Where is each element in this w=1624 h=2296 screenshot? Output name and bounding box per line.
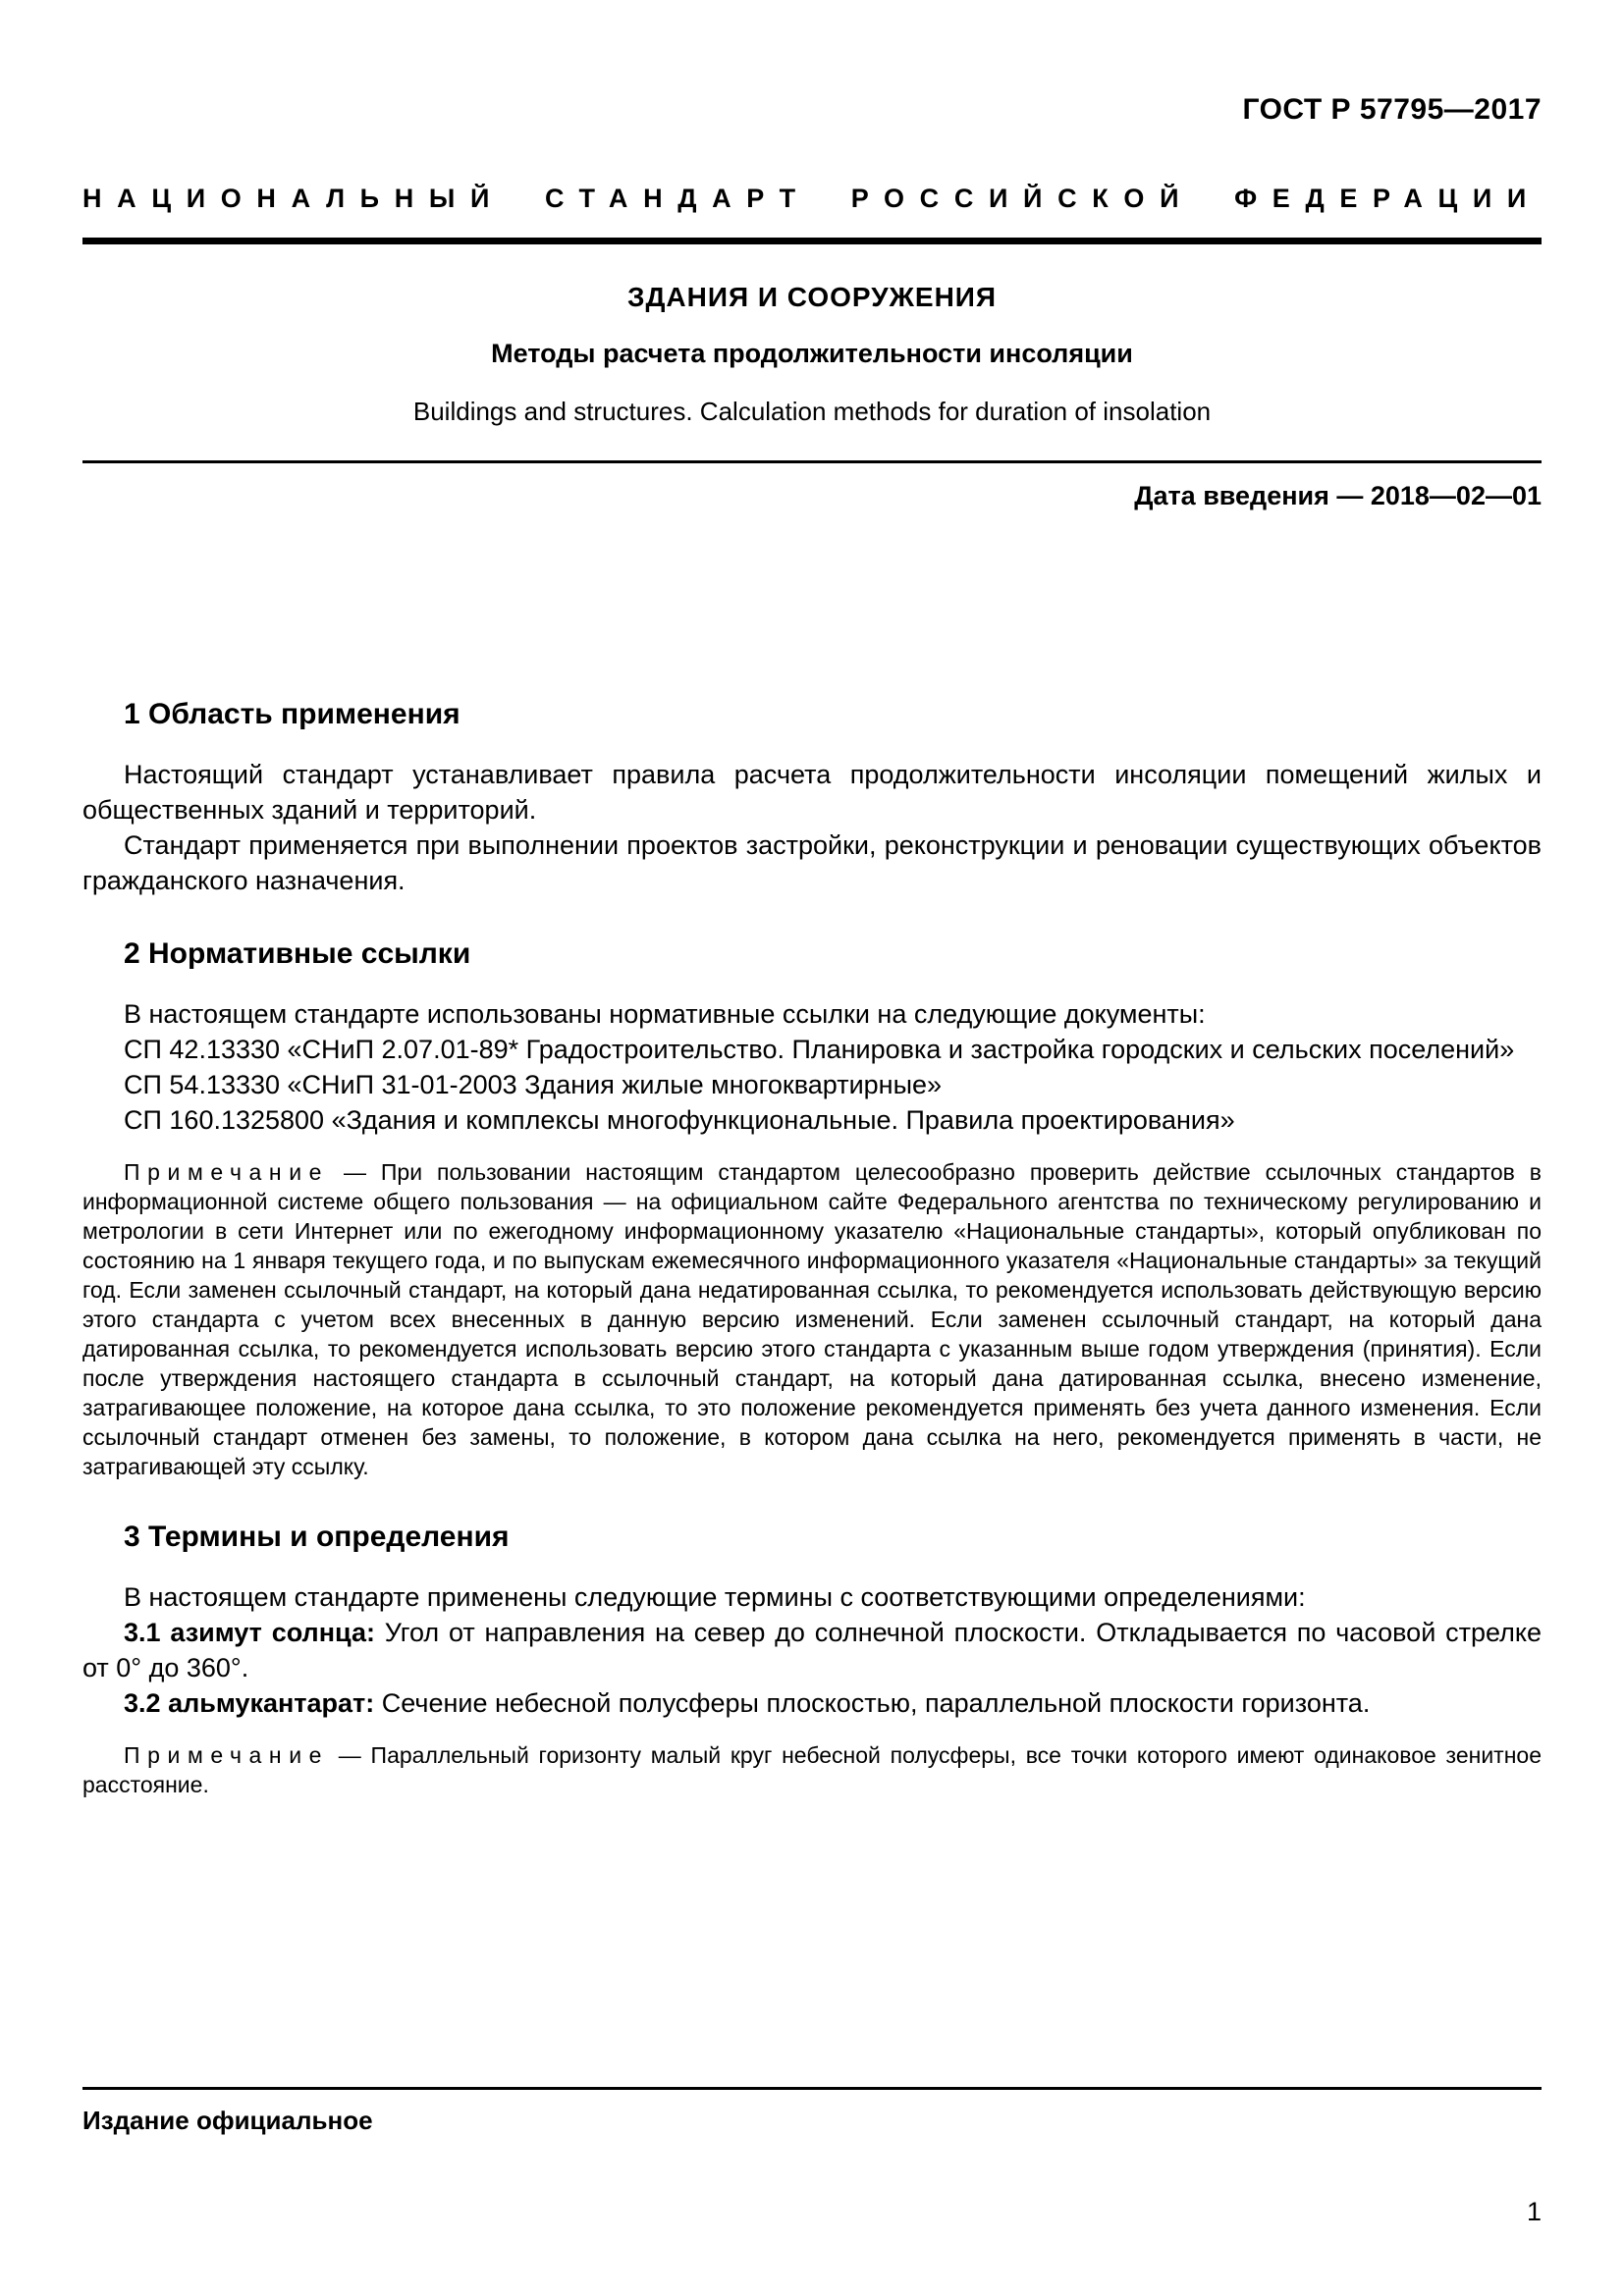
section-2-paragraph: В настоящем стандарте использованы нормативные ссылки на следующие документы: bbox=[124, 999, 1206, 1029]
term-number: 3.2 bbox=[124, 1688, 161, 1718]
official-edition-label: Издание официальное bbox=[82, 2106, 373, 2135]
footer-rule-thin bbox=[82, 2087, 1542, 2090]
section-1-heading: 1 Область применения bbox=[124, 698, 460, 730]
page-number: 1 bbox=[1526, 2197, 1542, 2226]
title-rule-thin bbox=[82, 460, 1542, 463]
term-definition bbox=[82, 1615, 1542, 1685]
section-1-paragraph: Настоящий стандарт устанавливает правила расчета продолжительности инсоляции помещений жилых и общественных зданий и территорий. bbox=[82, 760, 1542, 825]
section-3-heading: 3 Термины и определения bbox=[124, 1521, 510, 1553]
section-3-note bbox=[82, 1740, 1542, 1799]
section-3-paragraph: В настоящем стандарте применены следующие термины с соответствующими определениями: bbox=[124, 1582, 1306, 1612]
note-text: — При пользовании настоящим стандартом целесообразно проверить действие ссылочных стандартов в информационной системе общего пользования — на официальном сайте Федерального агентства по техническому регулированию и метрологии в сети Интернет или по ежегодному информационному указателю «Национальные стандарты», который опубликован по состоянию на 1 января текущего года, и по выпускам ежемесячного информационного указателя «Национальные стандарты» за текущий год. Если заменен ссылочный стандарт, на который дана недатированная ссылка, то рекомендуется использовать действующую версию этого стандарта с учетом всех внесенных в данную версию изменений. Если заменен ссылочный стандарт, на который дана датированная ссылка, то рекомендуется использовать версию этого стандарта с указанным выше годом утверждения (принятия). Если после утверждения настоящего стандарта в ссылочный стандарт, на который дана датированная ссылка, внесено изменение, затрагивающее положение, на которое дана ссылка, то это положение рекомендуется применять без учета данного изменения. Если ссылочный стандарт отменен без замены, то положение, в котором дана ссылка на него, рекомендуется применять в части, не затрагивающей эту ссылку. bbox=[82, 1159, 1542, 1479]
note-text: — Параллельный горизонту малый круг небесной полусферы, все точки которого имеют одинаковое зенитное расстояние. bbox=[82, 1742, 1543, 1797]
term-name: альмукантарат: bbox=[168, 1688, 375, 1718]
title-main: ЗДАНИЯ И СООРУЖЕНИЯ bbox=[626, 282, 998, 312]
title-english: Buildings and structures. Calculation methods for duration of insolation bbox=[412, 397, 1212, 426]
reference-item: СП 54.13330 «СНиП 31-01-2003 Здания жилые многоквартирные» bbox=[124, 1070, 943, 1099]
term-number: 3.1 bbox=[124, 1618, 161, 1647]
national-standard-banner: НАЦИОНАЛЬНЫЙ СТАНДАРТ РОССИЙСКОЙ ФЕДЕРАЦИИ bbox=[82, 184, 1542, 213]
note-label: Примечание bbox=[124, 1742, 330, 1768]
term-name: азимут солнца: bbox=[170, 1618, 375, 1647]
page-footer bbox=[82, 2087, 1542, 2227]
reference-item: СП 160.1325800 «Здания и комплексы многофункциональные. Правила проектирования» bbox=[124, 1105, 1235, 1135]
term-text: Сечение небесной полусферы плоскостью, параллельной плоскости горизонта. bbox=[381, 1688, 1371, 1718]
reference-item: СП 42.13330 «СНиП 2.07.01-89* Градостроительство. Планировка и застройка городских и сельских поселений» bbox=[124, 1035, 1515, 1064]
term-text: Угол от направления на север до солнечной плоскости. Откладывается по часовой стрелке от 0° до 360°. bbox=[82, 1618, 1542, 1682]
document-code: ГОСТ Р 57795—2017 bbox=[1242, 93, 1542, 126]
section-2-heading: 2 Нормативные ссылки bbox=[124, 937, 471, 970]
section-2-note bbox=[82, 1157, 1542, 1481]
header-rule-thick bbox=[82, 238, 1542, 244]
note-label: Примечание bbox=[124, 1159, 330, 1185]
spacer bbox=[82, 511, 1542, 659]
term-definition bbox=[82, 1685, 1542, 1721]
introduction-date: Дата введения — 2018—02—01 bbox=[1134, 481, 1542, 510]
section-1-paragraph: Стандарт применяется при выполнении проектов застройки, реконструкции и реновации существующих объектов гражданского назначения. bbox=[82, 830, 1542, 895]
title-block bbox=[82, 244, 1542, 427]
title-subtitle: Методы расчета продолжительности инсоляции bbox=[491, 339, 1133, 368]
